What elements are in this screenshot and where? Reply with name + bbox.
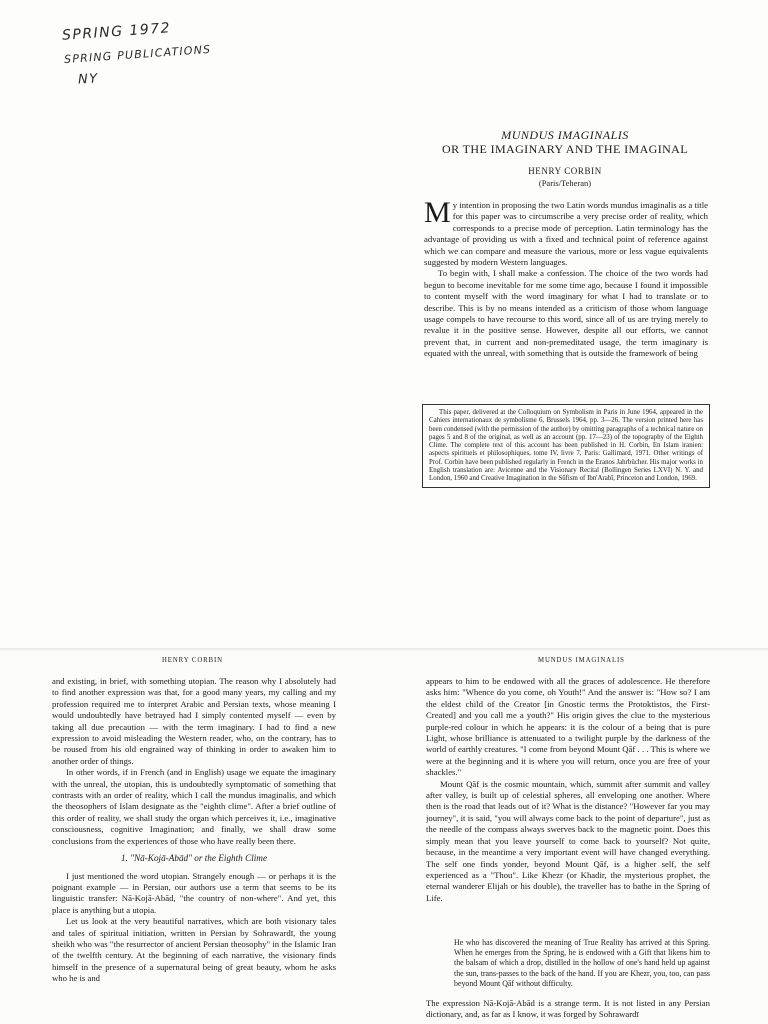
running-head-left: HENRY CORBIN [162,657,223,664]
body-paragraph: and existing, in brief, with something utopian. The reason why I absolutely had to find another expression was that, for a good many years, my calling and my profession required me to interpret Arabic and Persian texts, whose meaning I would undoubtedly have betrayed had I simply contented myself — even by taking all due precaution — with the term imaginary. I had to find a new expression to avoid misleading the Western reader, who, on the contrary, has to be roused from his old engrained way of thinking in order to awaken him to another order of things. [52,676,336,766]
body-paragraph: Let us look at the very beautiful narratives, which are both visionary tales and tales of spiritual initiation, written in Persian by Sohrawardī, the young sheikh who was "the resurrector of ancient Persian theosophy" in the Islamic Iran of the twelfth century. At the beginning of each narrative, the visionary finds himself in the presence of a supernatural being of great beauty, whom he asks who he is and [52,916,336,984]
body-paragraph [424,200,708,268]
handwritten-note-line: NY [77,71,100,88]
running-head-right: MUNDUS IMAGINALIS [538,657,625,664]
section-heading: 1. "Nā-Kojā-Abād" or the Eighth Clime [120,853,268,864]
second-page [0,648,768,1024]
handwritten-note-line: SPRING 1972 [61,20,172,44]
body-paragraph: I just mentioned the word utopian. Strangely enough — or perhaps it is the poignant example — in Persian, our authors use a term that seems to be its linguistic transfer: Nā-Kojā-Abād, "the country of non-where". And yet, this place is anything but a utopia. [52,870,336,915]
drop-cap: M [424,200,451,229]
page-edge-shadow [0,648,768,652]
article-title: MUNDUS IMAGINALIS [501,128,629,142]
body-paragraph: appears to him to be endowed with all the graces of adolescence. He therefore asks him: "Whence do you come, oh Youth!" And the answer is: "How so? I am the eldest child of the Creator [in Gnostic terms the Protoktistos, the First-Created] and you call me a youth?" His origin gives the clue to the mysterious purple-red colour in which he appears: it is the colour of a being that is pure Light, whose brilliance is attenuated to a twilight purple by the darkness of the world of earthly creatures. "I come from beyond Mount Qāf . . . This is where we were at the beginning and it is where you will return, once you are free of your shackles." [426,676,710,778]
first-page-body [424,200,708,394]
article-subtitle: OR THE IMAGINARY AND THE IMAGINAL [442,142,688,156]
quote-text: He who has discovered the meaning of True Reality has arrived at this Spring. When he emerges from the Spring, he is endowed with a Gift that likens him to the balsam of which a drop, distilled in the hollow of one's hand held up against the sun, trans-passes to the back of the hand. If you are Khezr, you, too, can pass beyond Mount Qāf without difficulty. [454,938,710,988]
body-paragraph: To begin with, I shall make a confession. The choice of the two words had begun to become inevitable for me some time ago, because I found it impossible to content myself with the word imaginary for what I had to translate or to describe. This is by no means intended as a criticism of those whom language usage compels to have recourse to this word, since all of us are trying merely to revalue it in the positive sense. However, despite all our efforts, we cannot prevent that, in current and non-premeditated usage, the term imaginary is equated with the unreal, with something that is outside the framework of being [424,268,708,359]
author-name: HENRY CORBIN [528,166,602,176]
footnote-text: This paper, delivered at the Colloquium on Symbolism in Paris in June 1964, appeared in the Cahiers internationaux de symbolisme 6, Brussels 1964, pp. 3—26. The version printed here has been condensed (with the permission of the author) by omitting paragraphs of a technical nature on pages 5 and 8 of the original, as well as an account (pp. 17—23) of the topography of the Eighth Clime. The complete text of this account has been published in H. Corbin, En Islam iranien: aspects spirituels et philosophiques, tome IV, livre 7, Paris: Gallimard, 1971. Other writings of Prof. Corbin have been published regularly in French in the Eranos Jahrbücher. His major works in English translation are: Avicenne and the Visionary Recital (Bollingen Series LXVI) N. Y. and London, 1960 and Creative Imagination in the Sūfism of Ibn'Arabī, Princeton and London, 1969. [429,409,703,483]
author-affiliation: (Paris/Teheran) [538,178,592,188]
left-column [52,676,336,1022]
paragraph-text: y intention in proposing the two Latin words mundus imaginalis as a title for this paper was to circumscribe a very precise order of reality, which corresponds to a precise mode of perception. Latin terminology has the advantage of providing us with a fixed and technical point of reference against which we can compare and measure the various, more or less vague equivalents suggested by modern Western languages. [424,200,708,268]
right-column-continued [426,998,710,1024]
block-quote [454,938,710,994]
footnote-box [422,404,710,488]
body-paragraph: The expression Nā-Kojā-Abād is a strange term. It is not listed in any Persian dictionary, and, as far as I know, it was forged by Sohrawardī [426,998,710,1020]
body-paragraph: In other words, if in French (and in English) usage we equate the imaginary with the unreal, the utopian, this is undoubtedly symptomatic of something that contrasts with an order of reality, which I call the mundus imaginalis, and which the theosophers of Islam designate as the "eighth clime". After a brief outline of this order of reality, we shall study the organ which perceives it, i.e., imaginative consciousness, cognitive Imagination; and finally, we shall draw some conclusions from the experiences of those who have really been there. [52,767,336,846]
right-column [426,676,710,946]
handwritten-note-line: SPRING PUBLICATIONS [63,42,212,67]
body-paragraph: Mount Qāf is the cosmic mountain, which, summit after summit and valley after valley, is built up of celestial spheres, all enveloping one another. Where then is the road that leads out of it? What is the distance? "However far you may journey", it is said, "you will always come back to the point of departure", just as the needle of the compass always swerves back to the magnetic point. Does this simply mean that you leave yourself to come back to yourself? Not quite, because, in the meantime a very important event will have changed everything. The self one finds yonder, beyond Mount Qāf, is a higher self, the self experienced as a "Thou". Like Khezr (or Khadir, the mysterious prophet, the eternal wanderer Elijah or his double), the traveller has to bathe in the Spring of Life. [426,778,710,903]
